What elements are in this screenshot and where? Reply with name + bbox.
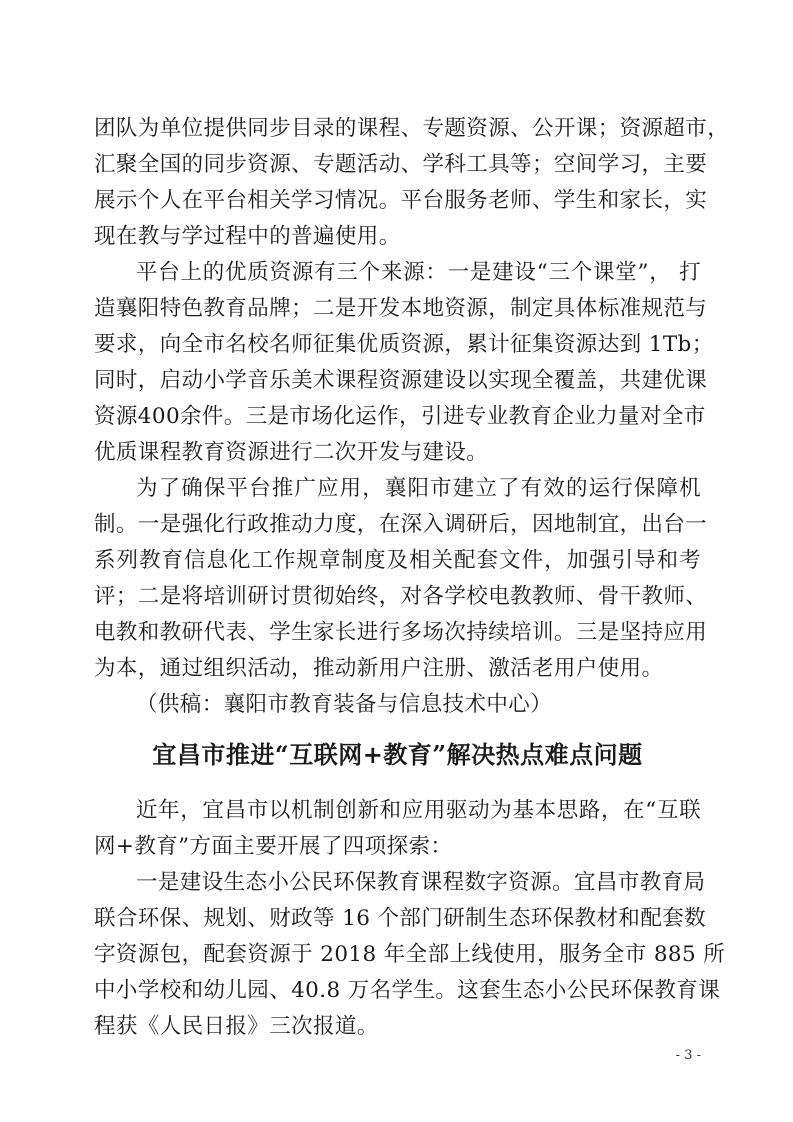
paragraph-2-line-5: 资源400余件。三是市场化运作，引进专业教育企业力量对全市	[94, 404, 706, 429]
paragraph-1-line-1: 团队为单位提供同步目录的课程、专题资源、公开课；资源超市，	[94, 116, 730, 141]
paragraph-1-line-4: 现在教与学过程中的普遍使用。	[94, 224, 401, 249]
paragraph-2-line-6: 优质课程教育资源进行二次开发与建设。	[94, 440, 489, 465]
paragraph-3-line-6: 为本，通过组织活动，推动新用户注册、激活老用户使用。	[94, 656, 664, 681]
paragraph-3-line-1: 为了确保平台推广应用，襄阳市建立了有效的运行保障机	[136, 476, 701, 501]
paragraph-5-line-3: 字资源包，配套资源于 2018 年全部上线使用，服务全市 885 所	[94, 942, 726, 967]
paragraph-3-line-3: 系列教育信息化工作规章制度及相关配套文件，加强引导和考	[94, 548, 701, 573]
paragraph-5-line-1: 一是建设生态小公民环保教育课程数字资源。宜昌市教育局	[136, 870, 706, 895]
paragraph-2-line-1: 平台上的优质资源有三个来源：一是建设“三个课堂”， 打	[136, 260, 701, 285]
source-credit: （供稿：襄阳市教育装备与信息技术中心）	[136, 692, 553, 717]
paragraph-5-line-2: 联合环保、规划、财政等 16 个部门研制生态环保教材和配套数	[94, 906, 707, 931]
paragraph-3-line-2: 制。一是强化行政推动力度，在深入调研后，因地制宜，出台一	[94, 512, 708, 537]
paragraph-3-line-4: 评；二是将培训研讨贯彻始终，对各学校电教教师、骨干教师、	[94, 584, 708, 609]
paragraph-5-line-5: 程获《人民日报》三次报道。	[94, 1014, 379, 1039]
page-number: - 3 -	[675, 1048, 701, 1063]
paragraph-1-line-3: 展示个人在平台相关学习情况。平台服务老师、学生和家长，实	[94, 188, 708, 213]
paragraph-4-line-2: 网+教育”方面主要开展了四项探索：	[94, 834, 453, 859]
paragraph-1-line-2: 汇聚全国的同步资源、专题活动、学科工具等；空间学习，主要	[94, 152, 708, 177]
paragraph-5-line-4: 中小学校和幼儿园、40.8 万名学生。这套生态小公民环保教育课	[94, 978, 721, 1003]
paragraph-2-line-3: 要求，向全市名校名师征集优质资源，累计征集资源达到 1Tb；	[94, 332, 714, 357]
section-heading: 宜昌市推进“互联网+教育”解决热点难点问题	[152, 740, 643, 769]
paragraph-3-line-5: 电教和教研代表、学生家长进行多场次持续培训。三是坚持应用	[94, 620, 708, 645]
paragraph-2-line-4: 同时，启动小学音乐美术课程资源建设以实现全覆盖，共建优课	[94, 368, 708, 393]
paragraph-2-line-2: 造襄阳特色教育品牌；二是开发本地资源，制定具体标准规范与	[94, 296, 708, 321]
paragraph-4-line-1: 近年，宜昌市以机制创新和应用驱动为基本思路，在“互联	[136, 798, 701, 823]
